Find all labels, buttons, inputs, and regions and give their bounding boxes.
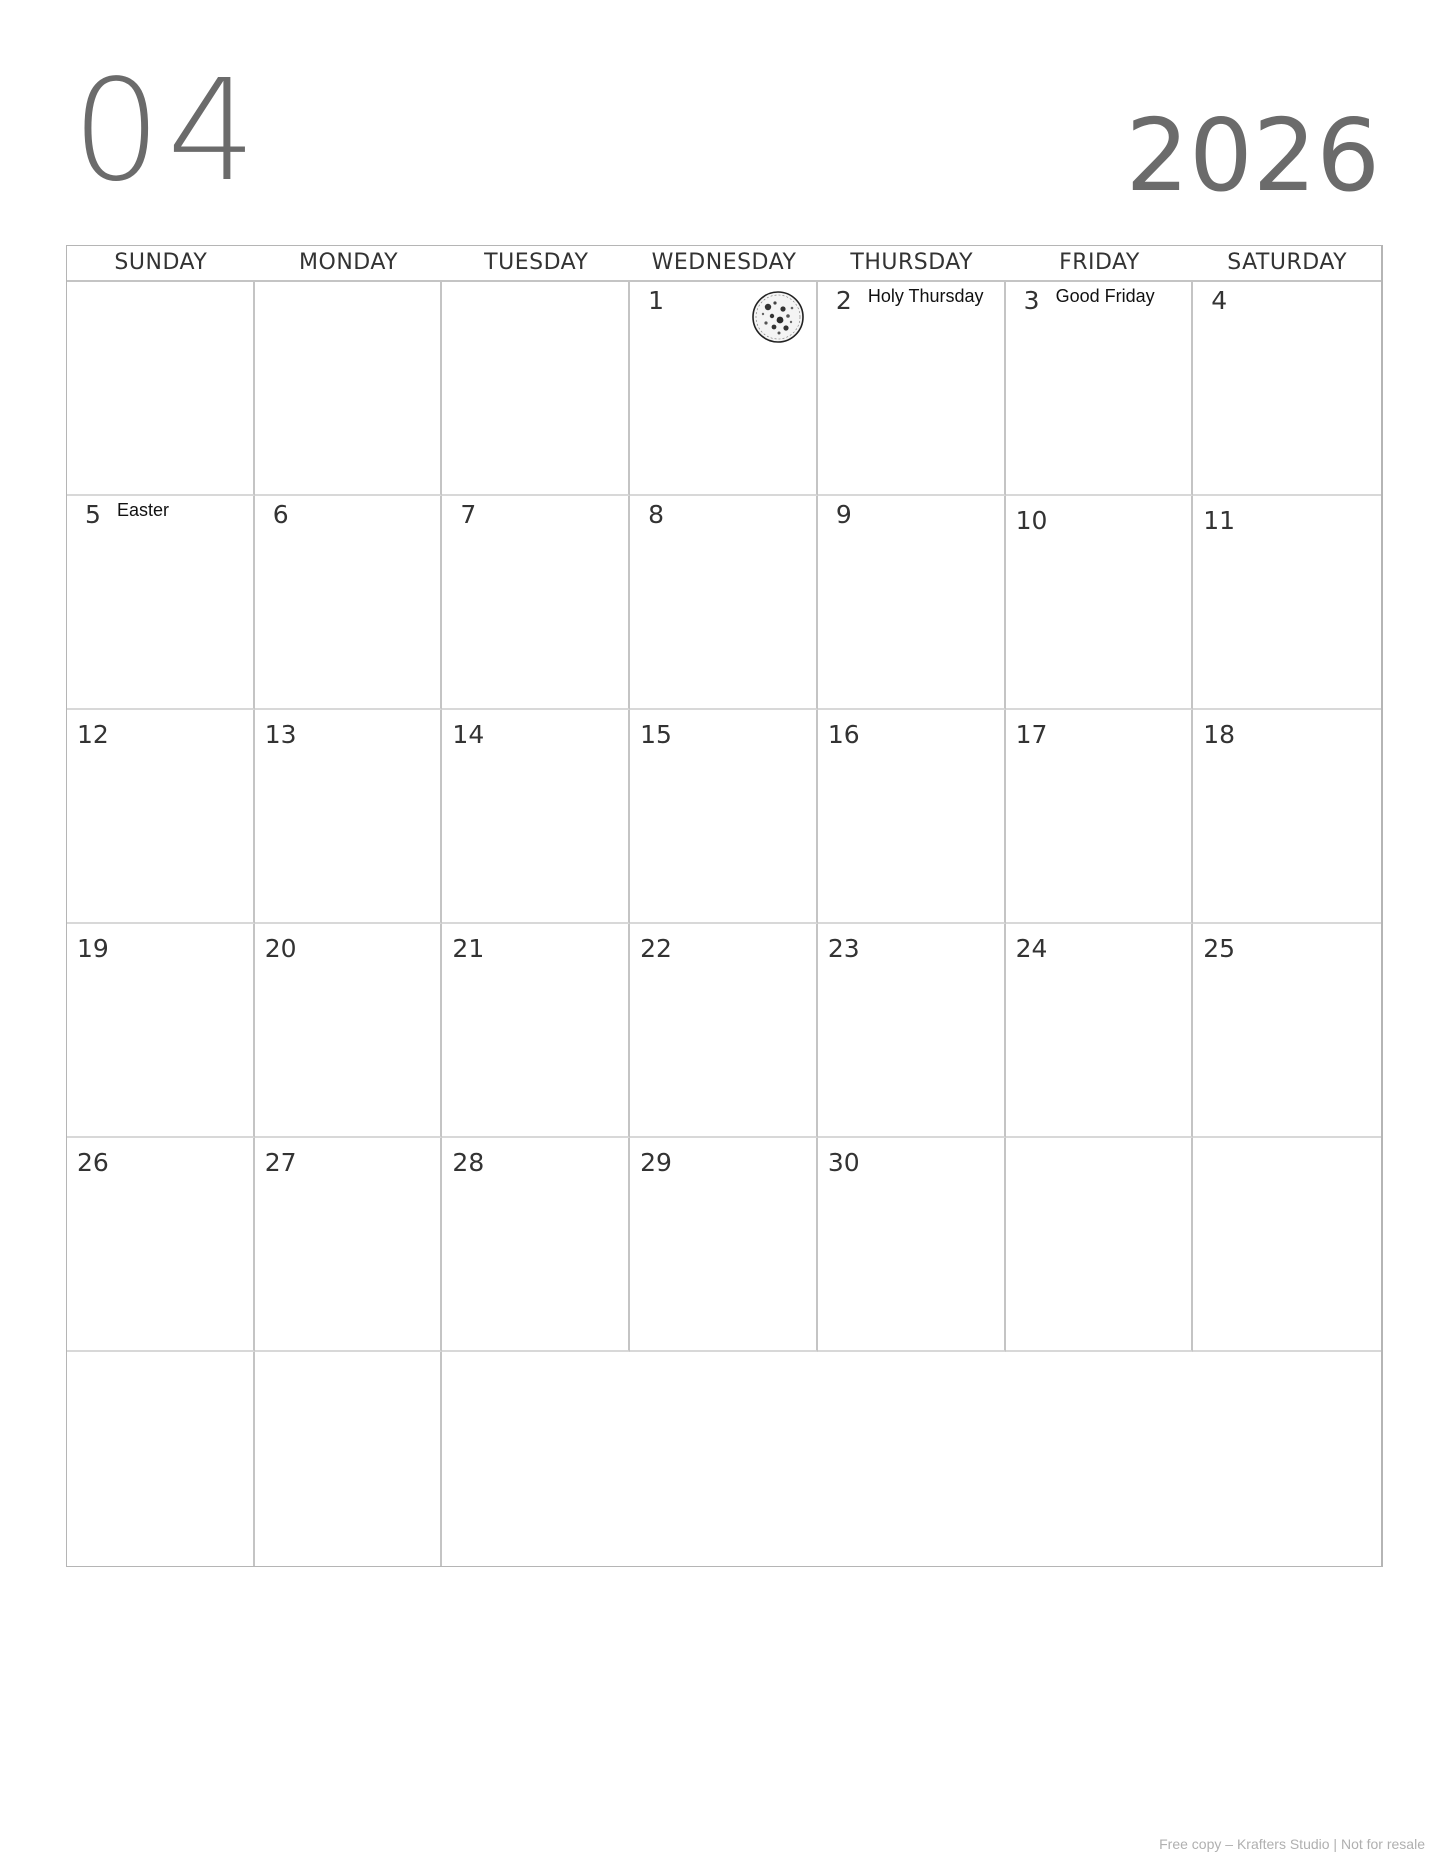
holiday-label: Easter (117, 500, 170, 520)
day-cell[interactable] (67, 710, 255, 924)
day-number: 17 (1015, 720, 1048, 749)
day-number: 24 (1015, 934, 1048, 963)
day-number: 4 (1211, 286, 1228, 315)
weekday-friday: FRIDAY (1059, 250, 1140, 275)
day-cell[interactable] (67, 1352, 255, 1566)
days-grid (67, 282, 1381, 1566)
day-cell[interactable] (1193, 1138, 1381, 1352)
day-number: 29 (640, 1148, 672, 1177)
weekday-monday: MONDAY (299, 250, 399, 275)
day-cell[interactable] (1193, 924, 1381, 1138)
holiday-label: Good Friday (1055, 286, 1155, 306)
day-cell[interactable] (442, 282, 630, 496)
day-cell[interactable] (1006, 1138, 1194, 1352)
weekday-tuesday: TUESDAY (484, 250, 589, 275)
day-number: 8 (648, 500, 665, 529)
day-number: 11 (1203, 506, 1236, 535)
day-number: 13 (264, 720, 297, 749)
day-cell[interactable] (818, 496, 1006, 710)
day-cell[interactable] (630, 282, 818, 496)
day-number: 26 (77, 1148, 109, 1177)
day-cell[interactable] (630, 1138, 818, 1352)
day-cell[interactable] (255, 924, 443, 1138)
day-cell[interactable] (255, 1138, 443, 1352)
weekday-saturday: SATURDAY (1227, 250, 1348, 275)
month-number: 04 (72, 50, 263, 213)
footer-note: Free copy – Krafters Studio | Not for resale (1159, 1836, 1425, 1852)
day-cell[interactable] (1193, 282, 1381, 496)
day-number: 12 (77, 720, 109, 749)
weekday-header-row (67, 246, 1381, 282)
day-cell[interactable] (1193, 710, 1381, 924)
holiday-label: Holy Thursday (867, 286, 984, 306)
weekday-thursday: THURSDAY (850, 250, 974, 275)
day-cell[interactable] (1006, 496, 1194, 710)
day-number: 3 (1023, 286, 1040, 315)
day-cell[interactable] (1193, 496, 1381, 710)
day-cell[interactable] (630, 496, 818, 710)
day-cell[interactable] (818, 1138, 1006, 1352)
day-number: 16 (827, 720, 860, 749)
day-number: 7 (460, 500, 477, 529)
calendar-grid (66, 245, 1383, 1567)
day-cell[interactable] (255, 710, 443, 924)
day-number: 18 (1203, 720, 1236, 749)
day-cell[interactable] (630, 924, 818, 1138)
full-moon-icon (750, 289, 806, 345)
day-cell[interactable] (442, 924, 630, 1138)
day-number: 28 (452, 1148, 485, 1177)
notes-area[interactable] (442, 1352, 1381, 1566)
weekday-wednesday: WEDNESDAY (651, 250, 797, 275)
day-cell[interactable] (67, 496, 255, 710)
day-cell[interactable] (442, 496, 630, 710)
day-cell[interactable] (818, 282, 1006, 496)
day-number: 25 (1203, 934, 1236, 963)
day-cell[interactable] (255, 1352, 443, 1566)
day-cell[interactable] (442, 1138, 630, 1352)
day-cell[interactable] (255, 496, 443, 710)
day-number: 2 (835, 286, 852, 315)
day-number: 19 (77, 934, 109, 963)
year: 2026 (1125, 97, 1380, 214)
day-cell[interactable] (818, 710, 1006, 924)
day-cell[interactable] (1006, 710, 1194, 924)
day-cell[interactable] (67, 1138, 255, 1352)
day-number: 21 (452, 934, 485, 963)
day-number: 15 (640, 720, 672, 749)
day-cell[interactable] (255, 282, 443, 496)
day-cell[interactable] (630, 710, 818, 924)
day-cell[interactable] (1006, 924, 1194, 1138)
day-number: 5 (85, 500, 101, 529)
weekday-sunday: SUNDAY (114, 250, 208, 275)
day-number: 30 (827, 1148, 860, 1177)
day-number: 23 (827, 934, 860, 963)
day-number: 9 (835, 500, 852, 529)
day-number: 6 (272, 500, 289, 529)
day-cell[interactable] (818, 924, 1006, 1138)
day-cell[interactable] (1006, 282, 1194, 496)
day-number: 10 (1015, 506, 1048, 535)
day-cell[interactable] (442, 710, 630, 924)
day-number: 14 (452, 720, 485, 749)
day-number: 1 (648, 286, 665, 315)
day-number: 22 (640, 934, 672, 963)
day-cell[interactable] (67, 282, 255, 496)
day-cell[interactable] (67, 924, 255, 1138)
day-number: 20 (264, 934, 297, 963)
day-number: 27 (264, 1148, 297, 1177)
